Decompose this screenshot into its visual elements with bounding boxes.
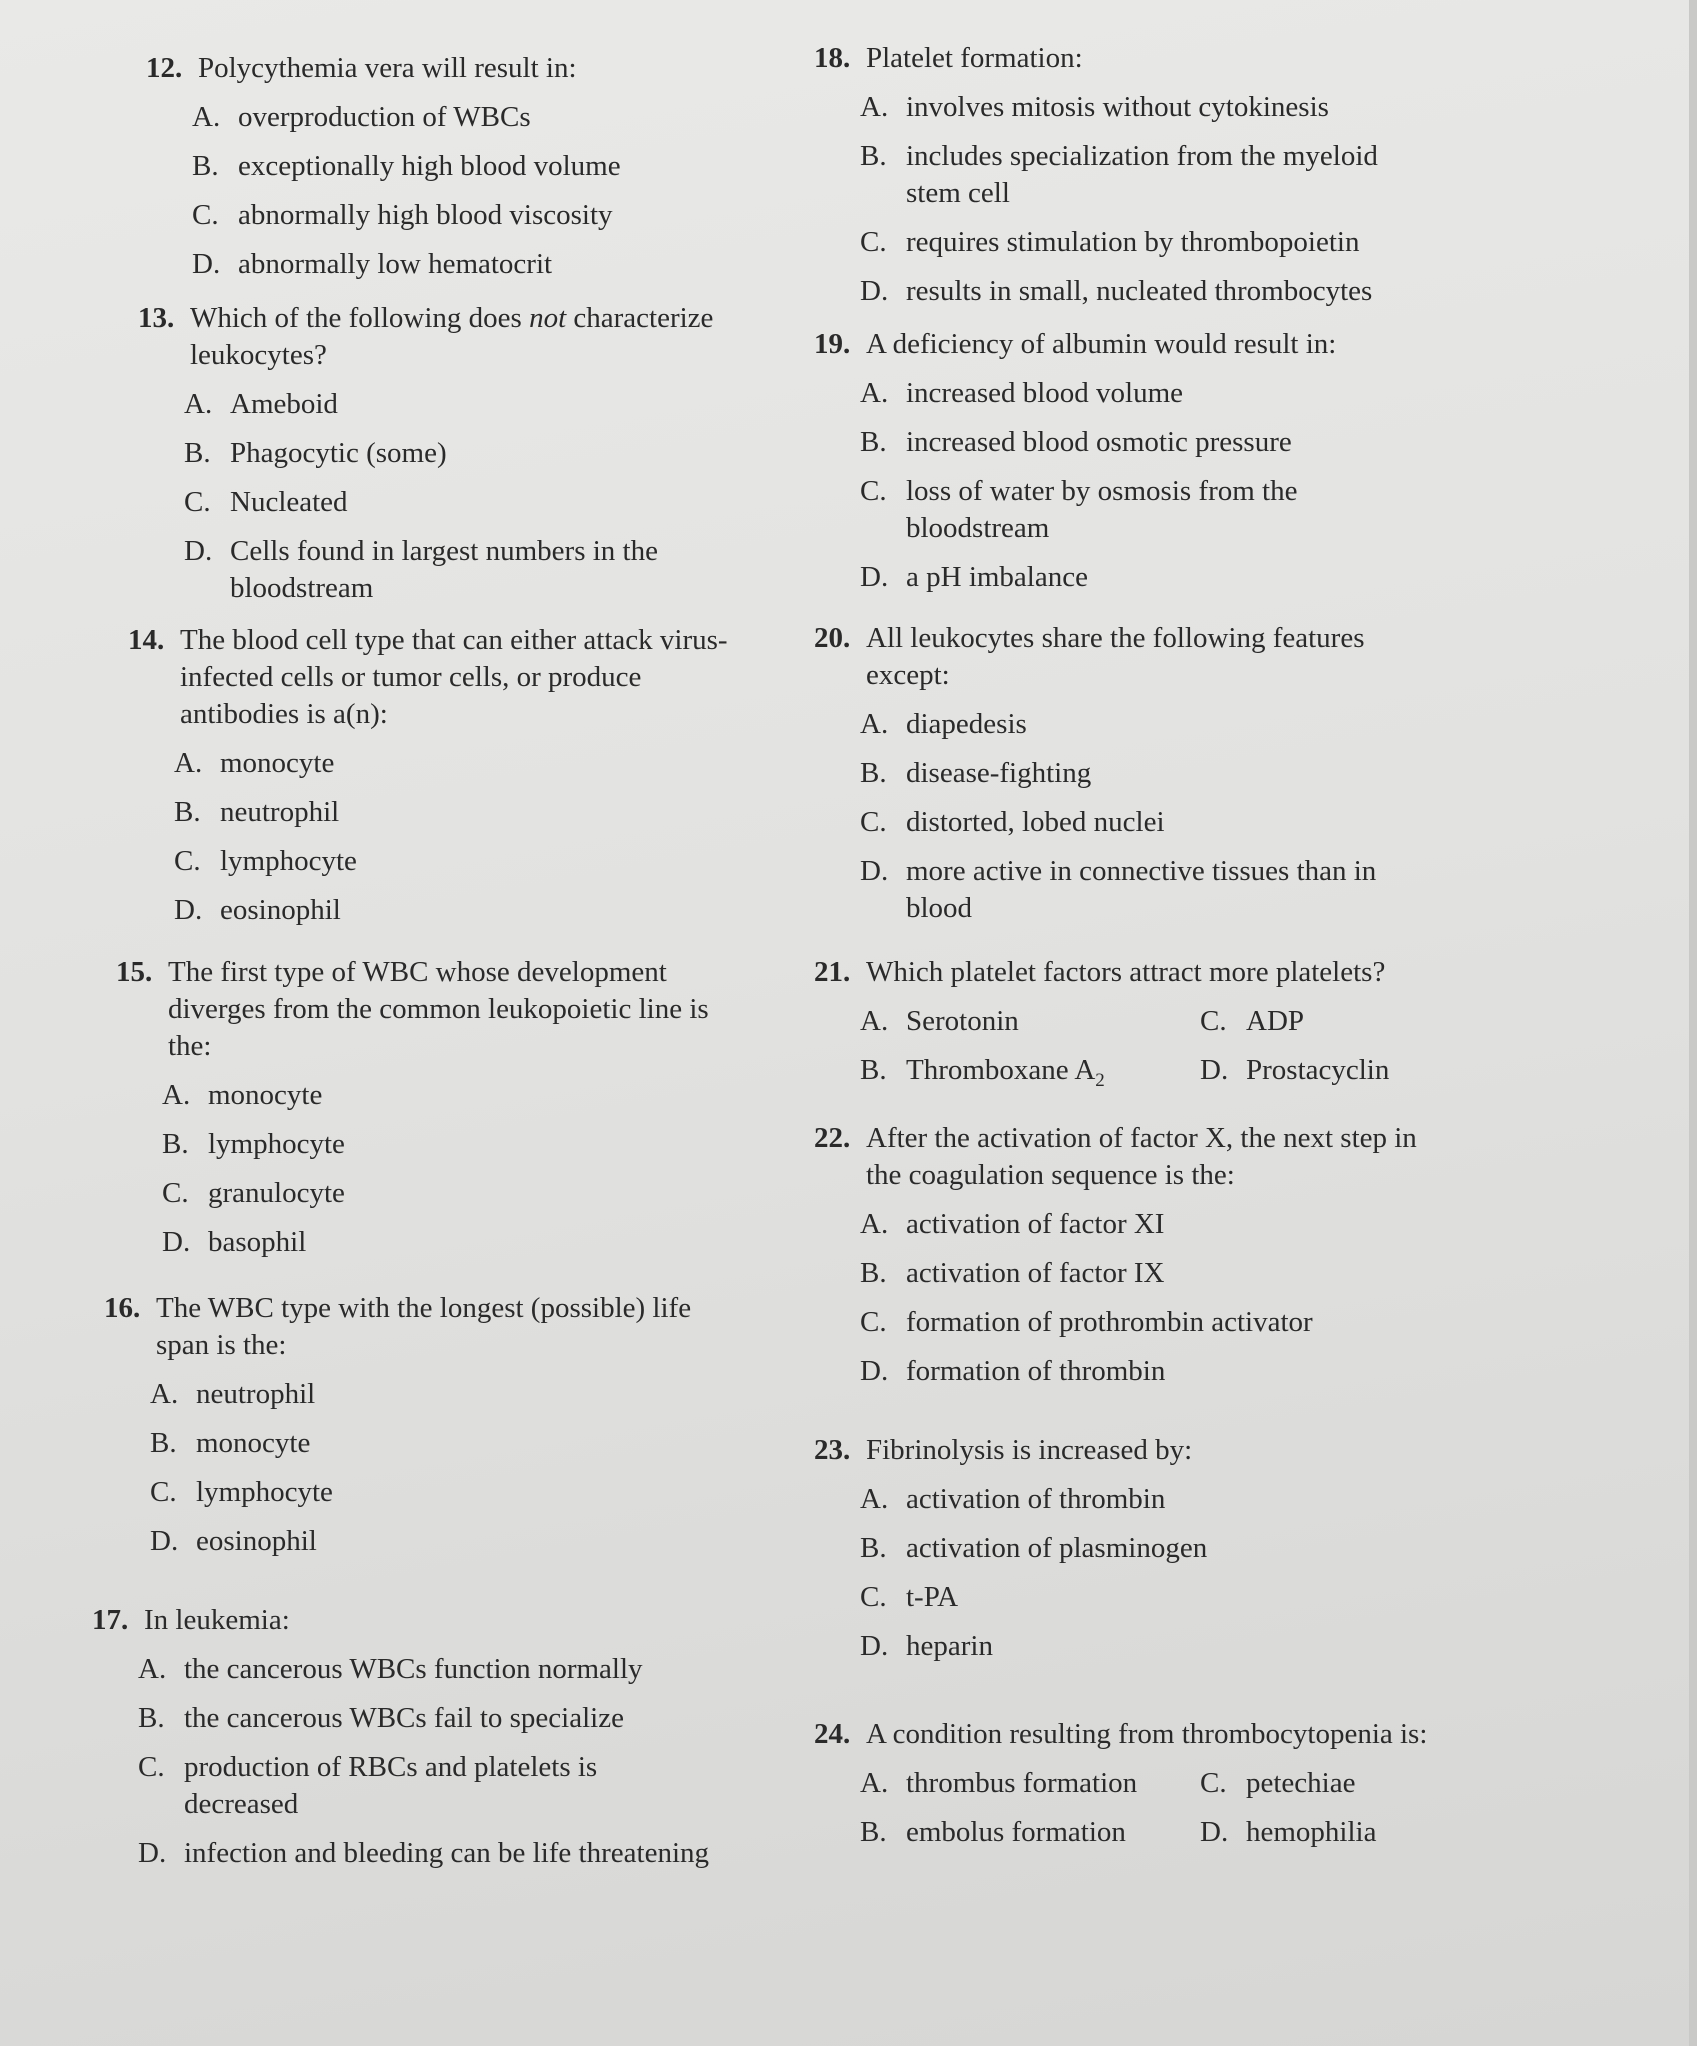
question-number: 19. (814, 328, 851, 360)
option-b: B. Phagocytic (some) (184, 437, 447, 469)
option-d: D. infection and bleeding can be life threatening (138, 1837, 710, 1869)
question-text: The WBC type with the longest (possible) life span is the: (156, 1292, 692, 1361)
option-c: C. distorted, lobed nuclei (860, 806, 1165, 838)
question-12 (146, 50, 746, 283)
question-text: A condition resulting from thrombocytopenia is: (866, 1718, 1428, 1750)
option-c: C. requires stimulation by thrombopoietin (860, 226, 1360, 258)
option-c: C. Nucleated (184, 486, 348, 518)
question-18 (814, 40, 1424, 310)
option-b: B. Thromboxane $A_2$ (860, 1054, 1105, 1091)
option-c: C. formation of prothrombin activator (860, 1306, 1313, 1338)
question-number: 24. (814, 1718, 851, 1750)
option-d: D. basophil (162, 1226, 307, 1258)
question-text: A deficiency of albumin would result in: (866, 328, 1337, 360)
option-b: B. activation of factor IX (860, 1257, 1165, 1289)
option-a: A. Ameboid (184, 388, 338, 420)
question-text: Polycythemia vera will result in: (198, 52, 577, 84)
option-b: B. lymphocyte (162, 1128, 345, 1160)
question-text: In leukemia: (144, 1604, 290, 1636)
question-text: The blood cell type that can either attack virus-infected cells or tumor cells, or produce antibodies is a(n): (180, 624, 728, 730)
question-text: Which of the following does not characterize leukocytes? (190, 302, 714, 371)
option-a: A. involves mitosis without cytokinesis (860, 91, 1329, 123)
option-a: A. activation of thrombin (860, 1483, 1166, 1515)
option-a: A. activation of factor XI (860, 1208, 1165, 1240)
option-c: C. loss of water by osmosis from the bloodstream (860, 475, 1298, 544)
question-text: Platelet formation: (866, 42, 1083, 74)
option-b: B. exceptionally high blood volume (192, 150, 621, 182)
question-21 (814, 954, 1454, 1099)
question-number: 22. (814, 1122, 851, 1154)
option-d: D. abnormally low hematocrit (192, 248, 553, 280)
question-number: 23. (814, 1434, 851, 1466)
question-number: 13. (138, 302, 175, 334)
question-text: Which platelet factors attract more platelets? (866, 956, 1386, 988)
question-text: All leukocytes share the following features except: (866, 622, 1365, 691)
question-number: 18. (814, 42, 851, 74)
question-16 (104, 1290, 724, 1560)
option-a: A. thrombus formation (860, 1767, 1138, 1799)
option-a: A. the cancerous WBCs function normally (138, 1653, 643, 1685)
question-19 (814, 326, 1424, 596)
question-text: The first type of WBC whose development diverges from the common leukopoietic line is the: (168, 956, 709, 1062)
question-number: 21. (814, 956, 851, 988)
option-d: D. eosinophil (150, 1525, 317, 1557)
question-number: 17. (92, 1604, 129, 1636)
option-c: C. ADP (1200, 1005, 1305, 1037)
option-d: D. Prostacyclin (1200, 1054, 1390, 1086)
question-20 (814, 620, 1424, 927)
option-c: C. abnormally high blood viscosity (192, 199, 613, 231)
option-b: B. neutrophil (174, 796, 340, 828)
option-a: A. monocyte (162, 1079, 323, 1111)
option-d: D. a pH imbalance (860, 561, 1088, 593)
option-d: D. hemophilia (1200, 1816, 1377, 1848)
question-number: 16. (104, 1292, 141, 1324)
option-c: C. lymphocyte (150, 1476, 333, 1508)
option-a: A. monocyte (174, 747, 335, 779)
option-d: D. heparin (860, 1630, 993, 1662)
option-b: B. monocyte (150, 1427, 311, 1459)
question-22 (814, 1120, 1454, 1390)
question-number: 15. (116, 956, 153, 988)
question-text: Fibrinolysis is increased by: (866, 1434, 1193, 1466)
option-a: A. diapedesis (860, 708, 1027, 740)
option-b: B. the cancerous WBCs fail to specialize (138, 1702, 624, 1734)
option-b: B. embolus formation (860, 1816, 1126, 1848)
option-a: A. Serotonin (860, 1005, 1019, 1037)
question-17 (92, 1602, 772, 1872)
question-23 (814, 1432, 1424, 1665)
option-a: A. overproduction of WBCs (192, 101, 531, 133)
question-number: 20. (814, 622, 851, 654)
question-text: After the activation of factor X, the next step in the coagulation sequence is the: (866, 1122, 1417, 1191)
option-c: C. granulocyte (162, 1177, 345, 1209)
question-15 (116, 954, 736, 1261)
question-13 (138, 300, 718, 607)
option-b: B. disease-fighting (860, 757, 1092, 789)
option-c: C. production of RBCs and platelets is decreased (138, 1751, 598, 1820)
option-b: B. increased blood osmotic pressure (860, 426, 1292, 458)
option-c: C. lymphocyte (174, 845, 357, 877)
option-a: A. neutrophil (150, 1378, 316, 1410)
option-d: D. eosinophil (174, 894, 341, 926)
question-24 (814, 1716, 1454, 1851)
option-b: B. includes specialization from the myeloid stem cell (860, 140, 1378, 209)
option-d: D. results in small, nucleated thrombocytes (860, 275, 1373, 307)
option-d: D. formation of thrombin (860, 1355, 1166, 1387)
question-number: 12. (146, 52, 183, 84)
option-a: A. increased blood volume (860, 377, 1184, 409)
option-c: C. t-PA (860, 1581, 959, 1613)
option-d: D. Cells found in largest numbers in the bloodstream (184, 535, 658, 604)
option-c: C. petechiae (1200, 1767, 1356, 1799)
page-edge (1689, 0, 1697, 2046)
option-b: B. activation of plasminogen (860, 1532, 1208, 1564)
option-d: D. more active in connective tissues than in blood (860, 855, 1377, 924)
question-14 (128, 622, 728, 929)
question-number: 14. (128, 624, 165, 656)
